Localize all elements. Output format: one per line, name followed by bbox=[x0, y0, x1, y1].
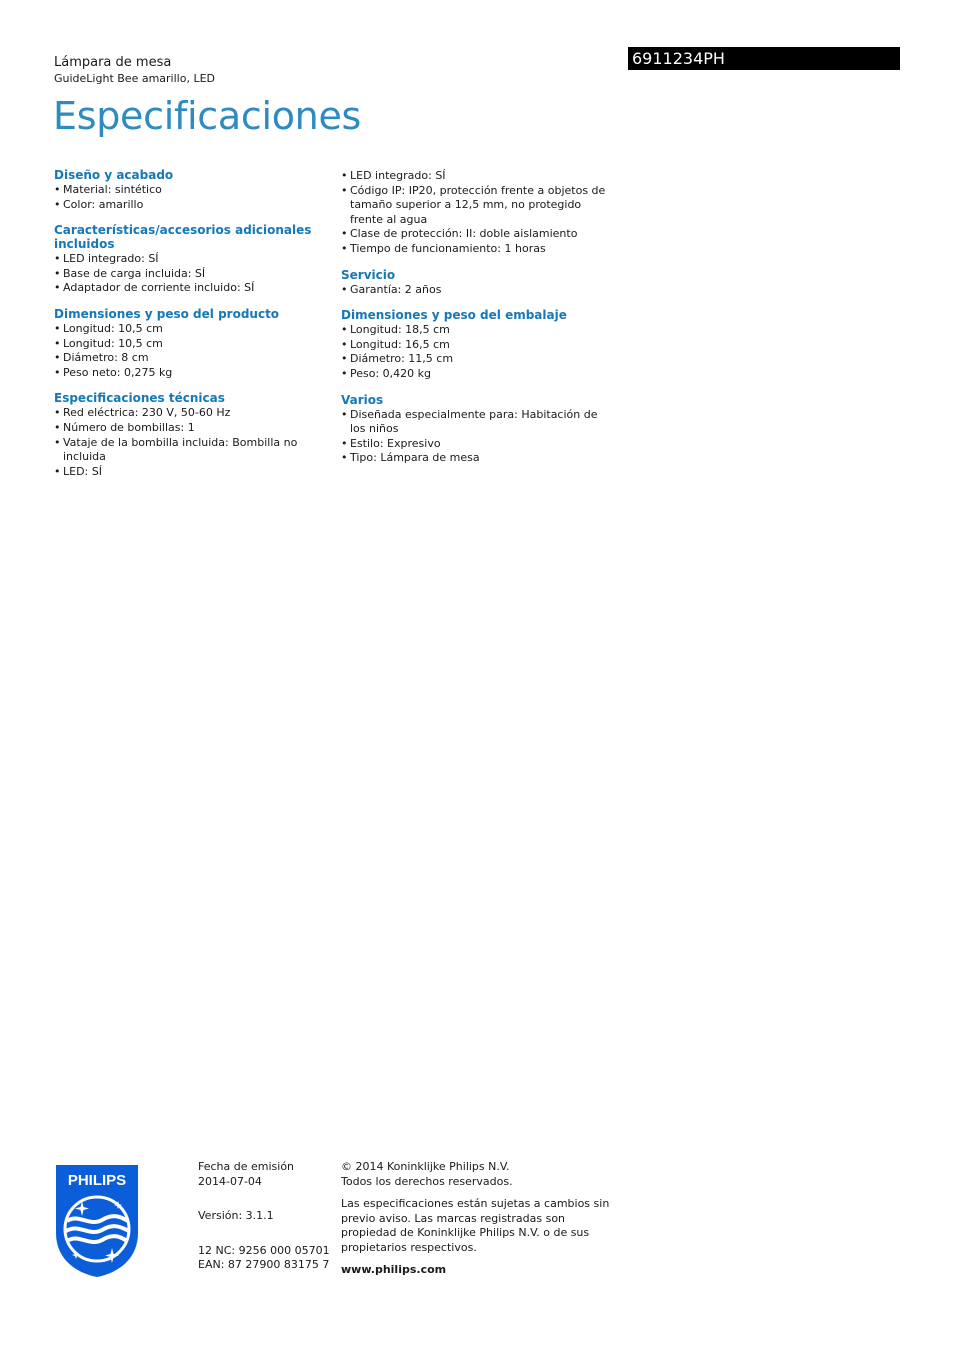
copyright: © 2014 Koninklijke Philips N.V. bbox=[341, 1160, 510, 1173]
disclaimer: Las especificaciones están sujetas a cambios sin previo aviso. Las marcas registradas son propiedad de Koninklijke Philips N.V. o de sus propietarios respectivos. bbox=[341, 1197, 610, 1254]
spec-section-diseno-y-acabado bbox=[54, 168, 329, 212]
spec-item: • Red eléctrica: 230 V, 50-60 Hz bbox=[54, 406, 329, 421]
spec-list bbox=[54, 252, 329, 296]
website-link[interactable]: www.philips.com bbox=[341, 1263, 447, 1276]
spec-list bbox=[341, 169, 616, 257]
footer-legal bbox=[341, 1160, 621, 1278]
spec-item: • Longitud: 16,5 cm bbox=[341, 338, 616, 353]
spec-item: • Color: amarillo bbox=[54, 198, 329, 213]
spec-item: • Longitud: 18,5 cm bbox=[341, 323, 616, 338]
spec-section-especificaciones-tecnicas bbox=[54, 391, 329, 479]
issue-date-label: Fecha de emisión bbox=[198, 1160, 295, 1173]
section-heading: Diseño y acabado bbox=[54, 168, 174, 182]
spec-list bbox=[341, 408, 616, 466]
spec-section-dimensiones-y-peso-del-producto bbox=[54, 307, 329, 380]
spec-item: • Peso neto: 0,275 kg bbox=[54, 366, 329, 381]
spec-item: • Diámetro: 11,5 cm bbox=[341, 352, 616, 367]
logo-wordmark: PHILIPS bbox=[67, 1172, 127, 1189]
section-heading: Dimensiones y peso del producto bbox=[54, 306, 280, 321]
spec-item: • Diseñada especialmente para: Habitación de los niños bbox=[341, 408, 616, 437]
footer-meta bbox=[198, 1160, 330, 1273]
continued-spec-list bbox=[341, 169, 616, 257]
section-heading: Especificaciones técnicas bbox=[54, 391, 225, 406]
spec-list bbox=[54, 406, 329, 479]
ean-code: EAN: 87 27900 83175 7 bbox=[198, 1258, 330, 1271]
spec-item: • Longitud: 10,5 cm bbox=[54, 337, 329, 352]
spec-item: • Garantía: 2 años bbox=[341, 283, 616, 298]
spec-item: • Clase de protección: II: doble aislamiento bbox=[341, 227, 616, 242]
spec-item: • Tiempo de funcionamiento: 1 horas bbox=[341, 242, 616, 257]
issue-date: 2014-07-04 bbox=[198, 1174, 262, 1188]
section-heading: Servicio bbox=[341, 267, 396, 282]
spec-section-dimensiones-y-peso-del-embalaje bbox=[341, 308, 616, 381]
rights: Todos los derechos reservados. bbox=[341, 1174, 513, 1188]
section-heading: Dimensiones y peso del embalaje bbox=[341, 308, 567, 323]
product-subtitle: GuideLight Bee amarillo, LED bbox=[54, 72, 215, 85]
spec-item: • Longitud: 10,5 cm bbox=[54, 322, 329, 337]
spec-item: • Adaptador de corriente incluido: SÍ bbox=[54, 281, 329, 296]
spec-item: • Base de carga incluida: SÍ bbox=[54, 267, 329, 282]
left-spec-column bbox=[54, 168, 329, 490]
spec-item: • Diámetro: 8 cm bbox=[54, 351, 329, 366]
model-number-bar bbox=[628, 47, 900, 70]
right-spec-column bbox=[341, 169, 616, 477]
product-name: Lámpara de mesa bbox=[54, 55, 172, 70]
philips-shield-logo bbox=[54, 1163, 140, 1279]
spec-item: • Número de bombillas: 1 bbox=[54, 421, 329, 436]
spec-section-varios bbox=[341, 393, 616, 466]
spec-item: • Código IP: IP20, protección frente a objetos de tamaño superior a 12,5 mm, no protegido frente al agua bbox=[341, 184, 616, 228]
spec-item: • Peso: 0,420 kg bbox=[341, 367, 616, 382]
model-number: 6911234PH bbox=[632, 49, 725, 68]
spec-item: • LED integrado: SÍ bbox=[54, 252, 329, 267]
spec-item: • Tipo: Lámpara de mesa bbox=[341, 451, 616, 466]
spec-item: • Vataje de la bombilla incluida: Bombilla no incluida bbox=[54, 436, 329, 465]
spec-item: • LED: SÍ bbox=[54, 465, 329, 480]
spec-section-servicio bbox=[341, 268, 616, 298]
section-heading: Varios bbox=[341, 392, 384, 407]
spec-list bbox=[341, 323, 616, 381]
page-title: Especificaciones bbox=[53, 94, 362, 138]
spec-item: • LED integrado: SÍ bbox=[341, 169, 616, 184]
spec-list bbox=[54, 322, 329, 380]
spec-item: • Material: sintético bbox=[54, 183, 329, 198]
version: Versión: 3.1.1 bbox=[198, 1209, 274, 1222]
nc-code: 12 NC: 9256 000 05701 bbox=[198, 1243, 330, 1257]
section-heading: Características/accesorios adicionales incluidos bbox=[54, 223, 312, 252]
spec-list bbox=[54, 183, 329, 212]
spec-list bbox=[341, 283, 616, 298]
spec-section-caracteristicas-accesorios-adicionales-incluidos bbox=[54, 223, 329, 296]
spec-item: • Estilo: Expresivo bbox=[341, 437, 616, 452]
